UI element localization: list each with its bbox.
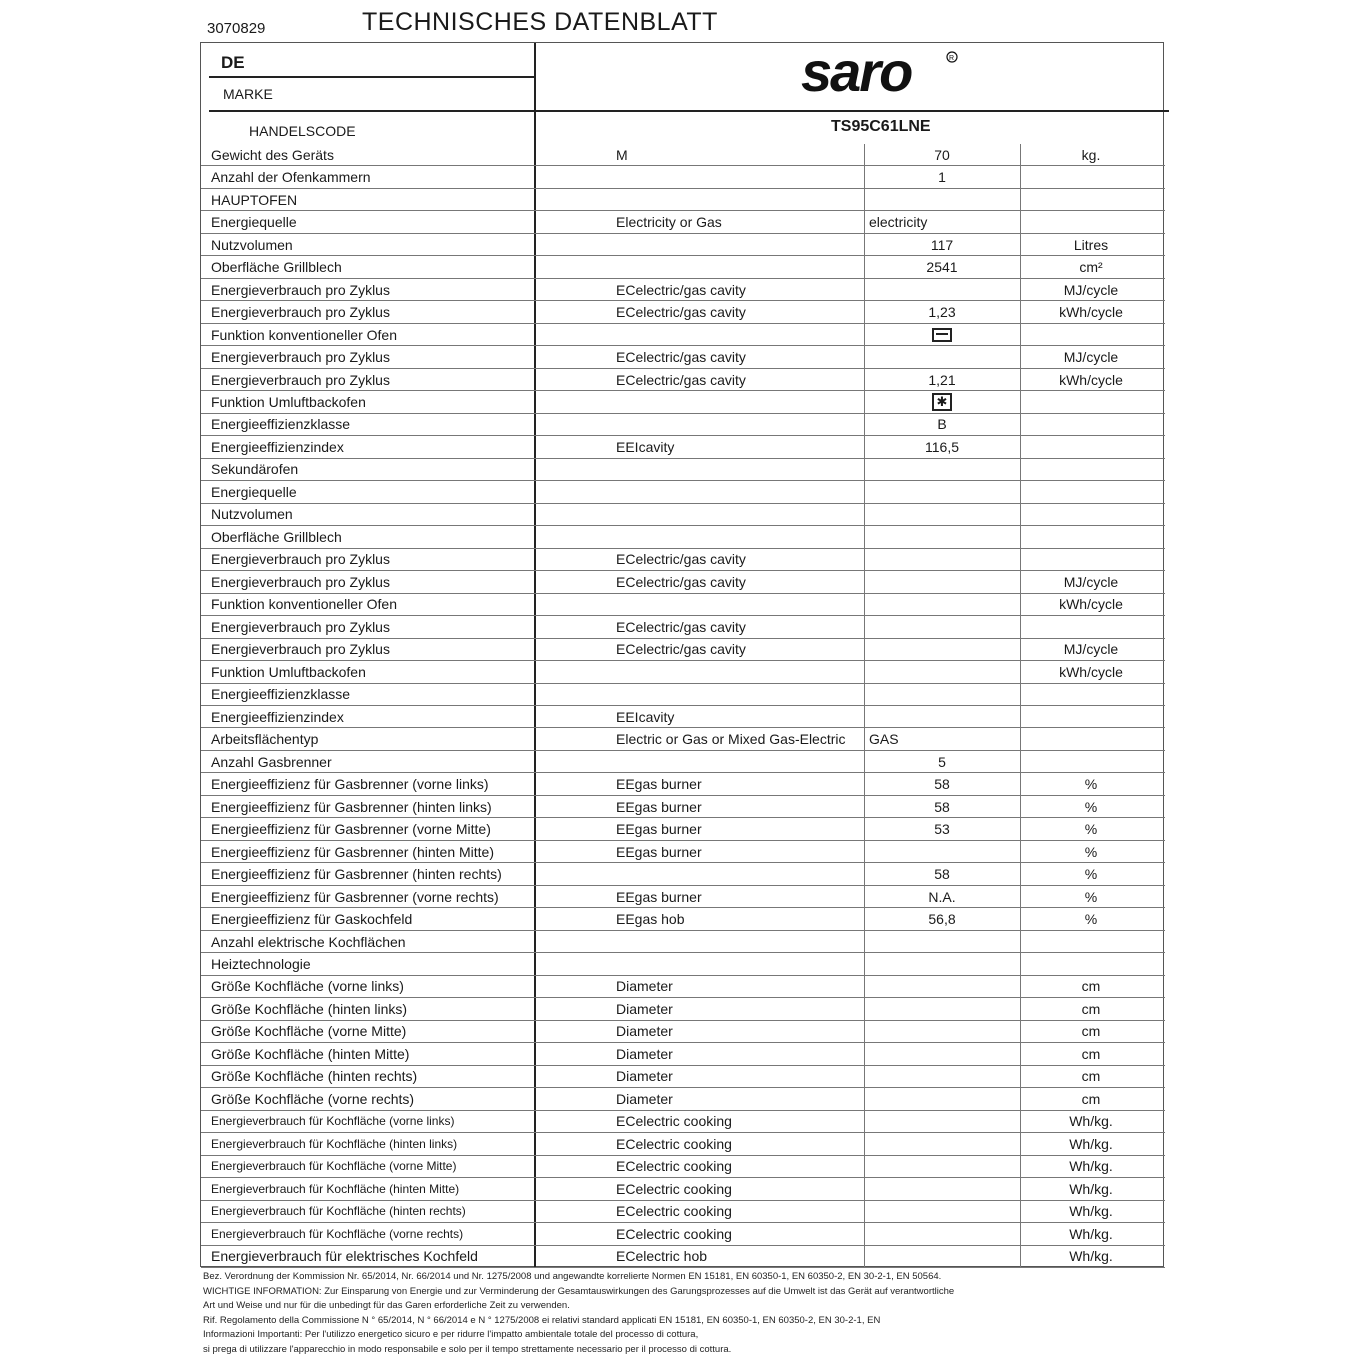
row-value: electricity (869, 214, 928, 231)
row-label: Sekundärofen (211, 461, 299, 478)
table-row (201, 908, 1165, 930)
table-row (201, 1223, 1165, 1245)
row-unit (1021, 414, 1161, 435)
row-unit (1021, 953, 1161, 974)
row-unit (1021, 166, 1161, 187)
row-unit: Wh/kg. (1069, 1180, 1113, 1197)
document-id: 3070829 (207, 20, 266, 37)
row-value: 1,23 (928, 304, 956, 321)
table-row (201, 684, 1165, 706)
row-unit: Wh/kg. (1069, 1248, 1113, 1265)
table-row (201, 1088, 1165, 1110)
row-value: 1 (938, 169, 946, 186)
row-value: GAS (869, 731, 899, 748)
row-label: Energieeffizienz für Gasbrenner (vorne rechts) (211, 888, 499, 905)
row-unit: kWh/cycle (1059, 304, 1123, 321)
row-value: B (937, 416, 947, 433)
row-unit: % (1084, 911, 1098, 928)
row-value: 116,5 (925, 438, 959, 455)
row-label: Energieeffizienzindex (211, 708, 344, 725)
language-code: DE (221, 53, 245, 72)
row-value (865, 481, 1019, 502)
row-value (865, 841, 1019, 862)
table-row (201, 751, 1165, 773)
table-row (201, 1178, 1165, 1200)
row-label: Funktion Umluftbackofen (211, 394, 366, 410)
row-label: Nutzvolumen (211, 506, 293, 523)
row-value (865, 391, 1019, 412)
row-description: ECelectric/gas cavity (616, 618, 746, 635)
table-row (201, 211, 1165, 233)
row-value (865, 976, 1019, 997)
row-value (865, 504, 1019, 525)
document-title: TECHNISCHES DATENBLATT (362, 8, 718, 36)
row-description (541, 953, 863, 974)
row-value (865, 346, 1019, 367)
row-value (865, 1088, 1019, 1109)
row-unit: Wh/kg. (1069, 1158, 1113, 1175)
fan-oven-icon: ✱ (932, 393, 952, 411)
table-row (201, 234, 1165, 256)
row-description: EEIcavity (616, 438, 675, 455)
row-description (541, 481, 863, 502)
row-description: ECelectric/gas cavity (616, 349, 746, 366)
row-description (541, 504, 863, 525)
footer-line: Informazioni Importanti: Per l'utilizzo energetico sicuro e per ridurre l'impatto ambientale totale del processo di cottura, (203, 1329, 699, 1340)
row-label: Größe Kochfläche (vorne links) (211, 978, 404, 995)
row-unit (1021, 526, 1161, 547)
table-row (201, 863, 1165, 885)
row-description (541, 324, 863, 345)
row-description: Diameter (616, 1000, 673, 1017)
row-label: Funktion konventioneller Ofen (211, 596, 397, 613)
row-unit: Wh/kg. (1069, 1135, 1113, 1152)
row-unit (1021, 616, 1161, 637)
row-value (865, 459, 1019, 480)
row-value (865, 639, 1019, 660)
row-unit: kWh/cycle (1059, 371, 1123, 388)
row-label: Heiztechnologie (211, 956, 311, 972)
row-value (865, 931, 1019, 952)
row-unit (1021, 728, 1161, 749)
row-label: Energieverbrauch für Kochfläche (vorne links) (211, 1114, 455, 1129)
row-description: ECelectric hob (616, 1248, 708, 1265)
row-unit (1021, 211, 1161, 232)
row-value (865, 1223, 1019, 1244)
row-value: 58 (934, 798, 950, 815)
row-label: Anzahl der Ofenkammern (211, 169, 371, 186)
row-label: Energieverbrauch pro Zyklus (211, 304, 390, 321)
row-label: Funktion konventioneller Ofen (211, 326, 397, 343)
table-row (201, 391, 1165, 413)
row-label: Gewicht des Geräts (211, 146, 334, 163)
row-value (865, 279, 1019, 300)
row-value (865, 998, 1019, 1019)
row-label: Energieverbrauch für elektrisches Kochfeld (211, 1248, 478, 1265)
row-description: EEgas burner (616, 821, 702, 838)
row-label: Nutzvolumen (211, 236, 293, 253)
row-label: Energieeffizienz für Gasbrenner (hinten rechts) (211, 866, 502, 883)
row-description: ECelectric cooking (616, 1180, 732, 1197)
table-row (201, 998, 1165, 1020)
row-label: Energiequelle (211, 483, 297, 500)
row-unit: cm (1081, 1000, 1101, 1017)
row-label: Größe Kochfläche (vorne rechts) (211, 1090, 415, 1107)
row-description (541, 931, 863, 952)
table-row (201, 1156, 1165, 1178)
row-unit: % (1084, 776, 1098, 793)
table-row (201, 639, 1165, 661)
table-row (201, 1111, 1165, 1133)
table-row (201, 301, 1165, 323)
table-row (201, 661, 1165, 683)
divider (209, 76, 534, 78)
table-row (201, 549, 1165, 571)
row-description (541, 414, 863, 435)
row-description: ECelectric/gas cavity (616, 573, 746, 590)
row-description (541, 256, 863, 277)
row-unit: cm (1081, 1068, 1101, 1085)
row-label: Energieverbrauch für Kochfläche (hinten Mitte) (211, 1181, 460, 1196)
row-description (541, 863, 863, 884)
row-unit (1021, 549, 1161, 570)
row-value (865, 616, 1019, 637)
row-label: Größe Kochfläche (hinten Mitte) (211, 1045, 410, 1062)
row-label: Energieeffizienz für Gasbrenner (hinten links) (211, 798, 492, 815)
row-unit: cm (1081, 1045, 1101, 1062)
row-description (541, 684, 863, 705)
row-label: Energiequelle (211, 214, 297, 231)
table-row (201, 166, 1165, 188)
table-row (201, 571, 1165, 593)
table-row (201, 369, 1165, 391)
row-unit (1021, 391, 1161, 412)
row-value (865, 684, 1019, 705)
row-description: ECelectric/gas cavity (616, 641, 746, 658)
row-description: Diameter (616, 1090, 673, 1107)
row-unit: MJ/cycle (1063, 573, 1119, 590)
row-unit: % (1084, 843, 1098, 860)
row-value (865, 706, 1019, 727)
row-unit: % (1084, 798, 1098, 815)
row-label: HAUPTOFEN (211, 191, 298, 208)
row-unit: cm² (1079, 259, 1103, 276)
table-row (201, 459, 1165, 481)
row-value (865, 1043, 1019, 1064)
row-description (541, 751, 863, 772)
row-value (865, 324, 1019, 345)
row-label: Energieeffizienzklasse (211, 416, 351, 433)
divider (209, 110, 1169, 112)
row-value: 58 (934, 866, 950, 883)
row-unit (1021, 504, 1161, 525)
row-unit: % (1084, 821, 1098, 838)
table-row (201, 144, 1165, 166)
row-value (865, 953, 1019, 974)
row-description (541, 234, 863, 255)
row-value: 117 (930, 236, 954, 253)
row-label: Energieeffizienz für Gasbrenner (vorne Mitte) (211, 821, 491, 838)
table-row (201, 189, 1165, 211)
row-value: N.A. (928, 888, 956, 905)
row-value (865, 1066, 1019, 1087)
table-row (201, 414, 1165, 436)
table-row (201, 1043, 1165, 1065)
row-unit: % (1084, 888, 1098, 905)
table-row (201, 1201, 1165, 1223)
row-unit: Wh/kg. (1069, 1225, 1113, 1242)
row-description: ECelectric/gas cavity (616, 551, 746, 568)
table-row (201, 1133, 1165, 1155)
row-unit: kWh/cycle (1059, 596, 1123, 613)
row-unit: kWh/cycle (1059, 663, 1123, 680)
row-description: ECelectric cooking (616, 1225, 732, 1242)
table-row (201, 346, 1165, 368)
row-unit (1021, 931, 1161, 952)
row-unit (1021, 189, 1161, 210)
row-label: Größe Kochfläche (vorne Mitte) (211, 1023, 407, 1040)
saro-logo (797, 45, 967, 105)
row-unit (1021, 684, 1161, 705)
row-description: EEIcavity (616, 708, 675, 725)
row-label: Funktion Umluftbackofen (211, 663, 366, 680)
row-description: ECelectric cooking (616, 1113, 732, 1130)
row-label: Energieverbrauch für Kochfläche (hinten rechts) (211, 1204, 466, 1219)
footer-line: Art und Weise und nur für die unbedingt für das Garen erforderliche Zeit zu verwenden. (203, 1300, 570, 1311)
table-row (201, 526, 1165, 548)
row-label: Energieeffizienz für Gasbrenner (hinten Mitte) (211, 843, 494, 860)
datasheet-table (200, 42, 1164, 1267)
row-unit: Wh/kg. (1069, 1203, 1113, 1220)
table-row (201, 728, 1165, 750)
row-label: Energieverbrauch pro Zyklus (211, 281, 390, 298)
row-value (865, 1021, 1019, 1042)
trade-code-label: HANDELSCODE (249, 123, 356, 139)
table-row (201, 324, 1165, 346)
row-label: Oberfläche Grillblech (211, 259, 342, 276)
row-unit (1021, 436, 1161, 457)
row-description: ECelectric cooking (616, 1135, 732, 1152)
row-label: Anzahl elektrische Kochflächen (211, 933, 406, 950)
row-label: Energieverbrauch pro Zyklus (211, 349, 390, 366)
row-unit: kg. (1081, 146, 1101, 163)
row-unit: Litres (1073, 236, 1109, 253)
row-description: ECelectric/gas cavity (616, 371, 746, 388)
row-description: ECelectric/gas cavity (616, 281, 746, 298)
row-label: Energieverbrauch für Kochfläche (vorne Mitte) (211, 1159, 457, 1174)
table-row (201, 616, 1165, 638)
svg-text:R: R (949, 55, 955, 62)
row-description: EEgas hob (616, 911, 685, 928)
footer-line: Bez. Verordnung der Kommission Nr. 65/2014, Nr. 66/2014 und Nr. 1275/2008 und angewandte korrelierte Normen EN 15181, EN 60350-1, EN 60350-2, EN 30-2-1, EN 50564. (203, 1271, 942, 1282)
row-unit: Wh/kg. (1069, 1113, 1113, 1130)
row-unit: cm (1081, 1023, 1101, 1040)
row-description: EEgas burner (616, 888, 702, 905)
footer-line: si prega di utilizzare l'apparecchio in modo responsabile e solo per il tempo strettamente necessario per il processo di cottura. (203, 1343, 732, 1355)
row-value (865, 526, 1019, 547)
row-description: EEgas burner (616, 776, 702, 793)
row-unit (1021, 324, 1161, 345)
row-unit: % (1084, 866, 1098, 883)
row-label: Größe Kochfläche (hinten links) (211, 1000, 408, 1017)
row-value: 70 (934, 146, 950, 163)
row-value (865, 1111, 1019, 1132)
row-label: Anzahl Gasbrenner (211, 753, 332, 770)
row-unit: MJ/cycle (1063, 281, 1119, 298)
brand-label: MARKE (223, 86, 273, 102)
row-label: Energieverbrauch pro Zyklus (211, 618, 390, 635)
row-label: Energieverbrauch pro Zyklus (211, 551, 390, 568)
row-unit: MJ/cycle (1063, 641, 1119, 658)
row-label: Oberfläche Grillblech (211, 528, 342, 545)
table-row (201, 279, 1165, 301)
row-unit: cm (1081, 978, 1101, 995)
row-description (541, 661, 863, 682)
row-label: Energieeffizienz für Gasbrenner (vorne links) (211, 776, 489, 793)
row-label: Arbeitsflächentyp (211, 731, 319, 748)
table-row (201, 841, 1165, 863)
row-description: Electricity or Gas (616, 214, 722, 231)
table-row (201, 594, 1165, 616)
table-row (201, 773, 1165, 795)
row-description: EEgas burner (616, 798, 702, 815)
row-value (865, 549, 1019, 570)
row-label: Energieverbrauch für Kochfläche (hinten links) (211, 1136, 458, 1151)
row-unit: cm (1081, 1090, 1101, 1107)
row-value (865, 189, 1019, 210)
row-label: Energieeffizienzindex (211, 438, 344, 455)
table-row (201, 256, 1165, 278)
row-description: ECelectric/gas cavity (616, 304, 746, 321)
row-label: Energieeffizienz für Gaskochfeld (211, 911, 413, 928)
row-value: 1,21 (928, 371, 956, 388)
footer-line: WICHTIGE INFORMATION: Zur Einsparung von Energie und zur Verminderung der Gesamtauswirkungen des Garungsprozesses auf die Umwelt ist das Gerät auf verantwortliche (203, 1285, 955, 1297)
row-label: Energieverbrauch für Kochfläche (vorne rechts) (211, 1226, 464, 1241)
row-description (541, 459, 863, 480)
row-value: 5 (938, 753, 946, 770)
footer-line: Rif. Regolamento della Commissione N ° 65/2014, N ° 66/2014 e N ° 1275/2008 ei relativi standard applicati EN 15181, EN 60350-1, EN 60350-2, EN 30-2-1, EN (203, 1314, 881, 1326)
table-row (201, 1066, 1165, 1088)
row-label: Energieverbrauch pro Zyklus (211, 573, 390, 590)
row-description (541, 526, 863, 547)
trade-code-value: TS95C61LNE (831, 118, 931, 135)
row-value (865, 1201, 1019, 1222)
row-description (541, 166, 863, 187)
table-row (201, 436, 1165, 458)
row-value (865, 661, 1019, 682)
row-value: 56,8 (928, 911, 956, 928)
table-row (201, 976, 1165, 998)
table-row (201, 706, 1165, 728)
table-row (201, 1246, 1165, 1268)
row-description: M (616, 146, 628, 163)
row-description (541, 189, 863, 210)
row-label: Größe Kochfläche (hinten rechts) (211, 1068, 418, 1085)
row-description: ECelectric cooking (616, 1203, 732, 1220)
table-row (201, 1021, 1165, 1043)
row-description: Diameter (616, 1068, 673, 1085)
table-row (201, 504, 1165, 526)
row-unit (1021, 751, 1161, 772)
row-unit: MJ/cycle (1063, 349, 1119, 366)
row-description: Diameter (616, 978, 673, 995)
row-unit (1021, 706, 1161, 727)
row-unit (1021, 459, 1161, 480)
row-description (541, 391, 863, 412)
conventional-oven-icon (932, 328, 952, 342)
row-value: 2541 (926, 259, 958, 276)
table-row (201, 886, 1165, 908)
row-description: ECelectric cooking (616, 1158, 732, 1175)
table-row (201, 796, 1165, 818)
table-row (201, 818, 1165, 840)
row-description: Electric or Gas or Mixed Gas-Electric (616, 731, 846, 748)
row-value (865, 1246, 1019, 1267)
row-value (865, 594, 1019, 615)
row-description: EEgas burner (616, 843, 702, 860)
row-value (865, 1133, 1019, 1154)
row-description: Diameter (616, 1045, 673, 1062)
row-label: Energieeffizienzklasse (211, 686, 351, 703)
row-label: Energieverbrauch pro Zyklus (211, 641, 390, 658)
row-description: Diameter (616, 1023, 673, 1040)
row-value (865, 1156, 1019, 1177)
row-value (865, 571, 1019, 592)
table-row (201, 481, 1165, 503)
footer-notes (203, 1270, 1133, 1357)
row-value: 53 (934, 821, 950, 838)
row-label: Energieverbrauch pro Zyklus (211, 371, 390, 388)
table-row (201, 953, 1165, 975)
row-value (865, 1178, 1019, 1199)
row-value: 58 (934, 776, 950, 793)
row-unit (1021, 481, 1161, 502)
table-row (201, 931, 1165, 953)
svg-text:saro: saro (801, 45, 912, 103)
row-description (541, 594, 863, 615)
